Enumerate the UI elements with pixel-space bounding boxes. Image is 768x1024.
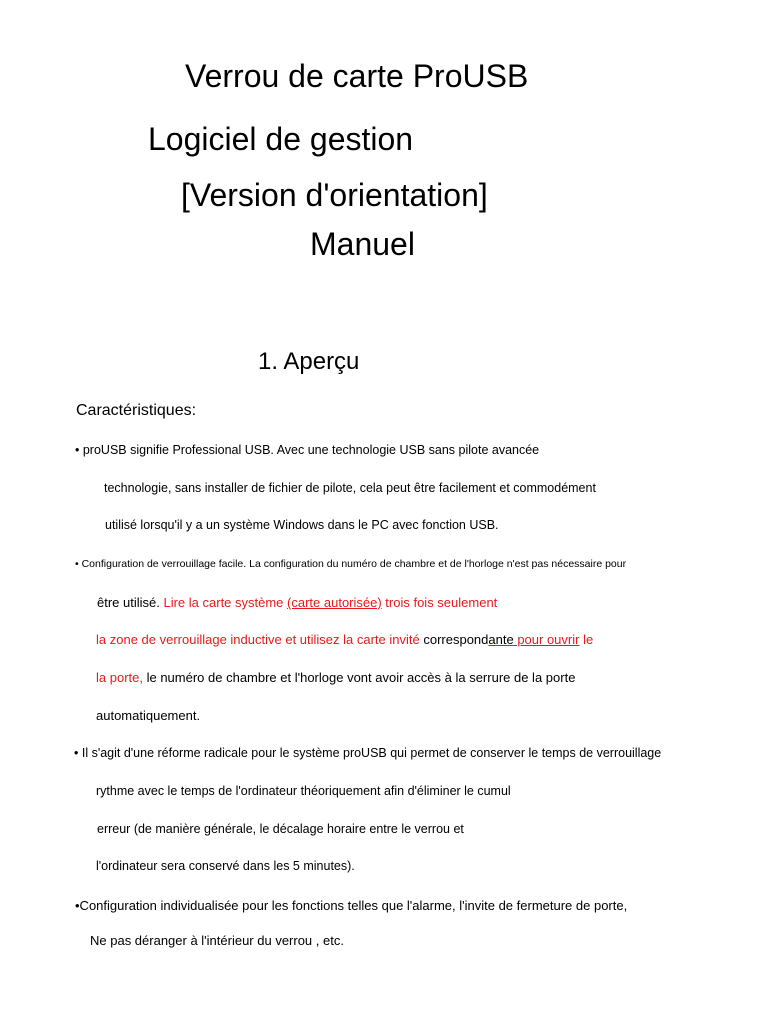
bullet-2-line-3 — [96, 633, 593, 646]
bullet-3-line-4: l'ordinateur sera conservé dans les 5 minutes). — [96, 859, 355, 873]
title-line-2: Logiciel de gestion — [148, 121, 414, 157]
bullet-3-line-3: erreur (de manière générale, le décalage horaire entre le verrou et — [97, 822, 464, 836]
bullet-1-line-2: technologie, sans installer de fichier de pilote, cela peut être facilement et commodément — [104, 481, 596, 495]
bullet-1-line-1: • proUSB signifie Professional USB. Avec une technologie USB sans pilote avancée — [75, 443, 540, 457]
highlighted-text: la zone de verrouillage inductive et utilisez la carte invité — [96, 632, 420, 647]
underlined-text: pour ouvrir — [513, 632, 580, 647]
bullet-2-text: être utilisé. — [97, 595, 164, 610]
highlighted-text: la porte, — [96, 670, 143, 685]
highlighted-text: Lire la carte système — [163, 595, 288, 610]
bullet-2-line-5: automatiquement. — [96, 708, 201, 723]
bullet-2-line-4 — [96, 671, 575, 684]
underlined-text: ante — [488, 632, 514, 647]
bullet-3-line-1: • Il s'agit d'une réforme radicale pour le système proUSB qui permet de conserver le temps de verrouillage — [74, 746, 662, 760]
bullet-2-line-1: • Configuration de verrouillage facile. La configuration du numéro de chambre et de l'horloge n'est pas nécessaire pour — [75, 558, 627, 570]
title-line-1: Verrou de carte ProUSB — [185, 58, 529, 94]
bullet-1-line-3: utilisé lorsqu'il y a un système Windows dans le PC avec fonction USB. — [105, 518, 499, 532]
bullet-3-line-2: rythme avec le temps de l'ordinateur théoriquement afin d'éliminer le cumul — [96, 784, 511, 798]
title-line-4: Manuel — [310, 226, 415, 262]
bullet-4-line-1: •Configuration individualisée pour les fonctions telles que l'alarme, l'invite de fermeture de porte, — [75, 898, 628, 913]
bullet-2-text: correspond — [419, 632, 489, 647]
section-heading: 1. Aperçu — [258, 348, 360, 375]
highlighted-text: trois fois seulement — [381, 595, 498, 610]
features-subheading: Caractéristiques: — [76, 402, 197, 419]
bullet-2-text: le numéro de chambre et l'horloge vont avoir accès à la serrure de la porte — [142, 670, 576, 685]
highlighted-text: le — [579, 632, 594, 647]
underlined-text: (carte autorisée) — [287, 595, 382, 610]
title-line-3: [Version d'orientation] — [181, 177, 488, 213]
bullet-4-line-2: Ne pas déranger à l'intérieur du verrou , etc. — [90, 933, 344, 948]
bullet-2-line-2 — [97, 596, 497, 609]
